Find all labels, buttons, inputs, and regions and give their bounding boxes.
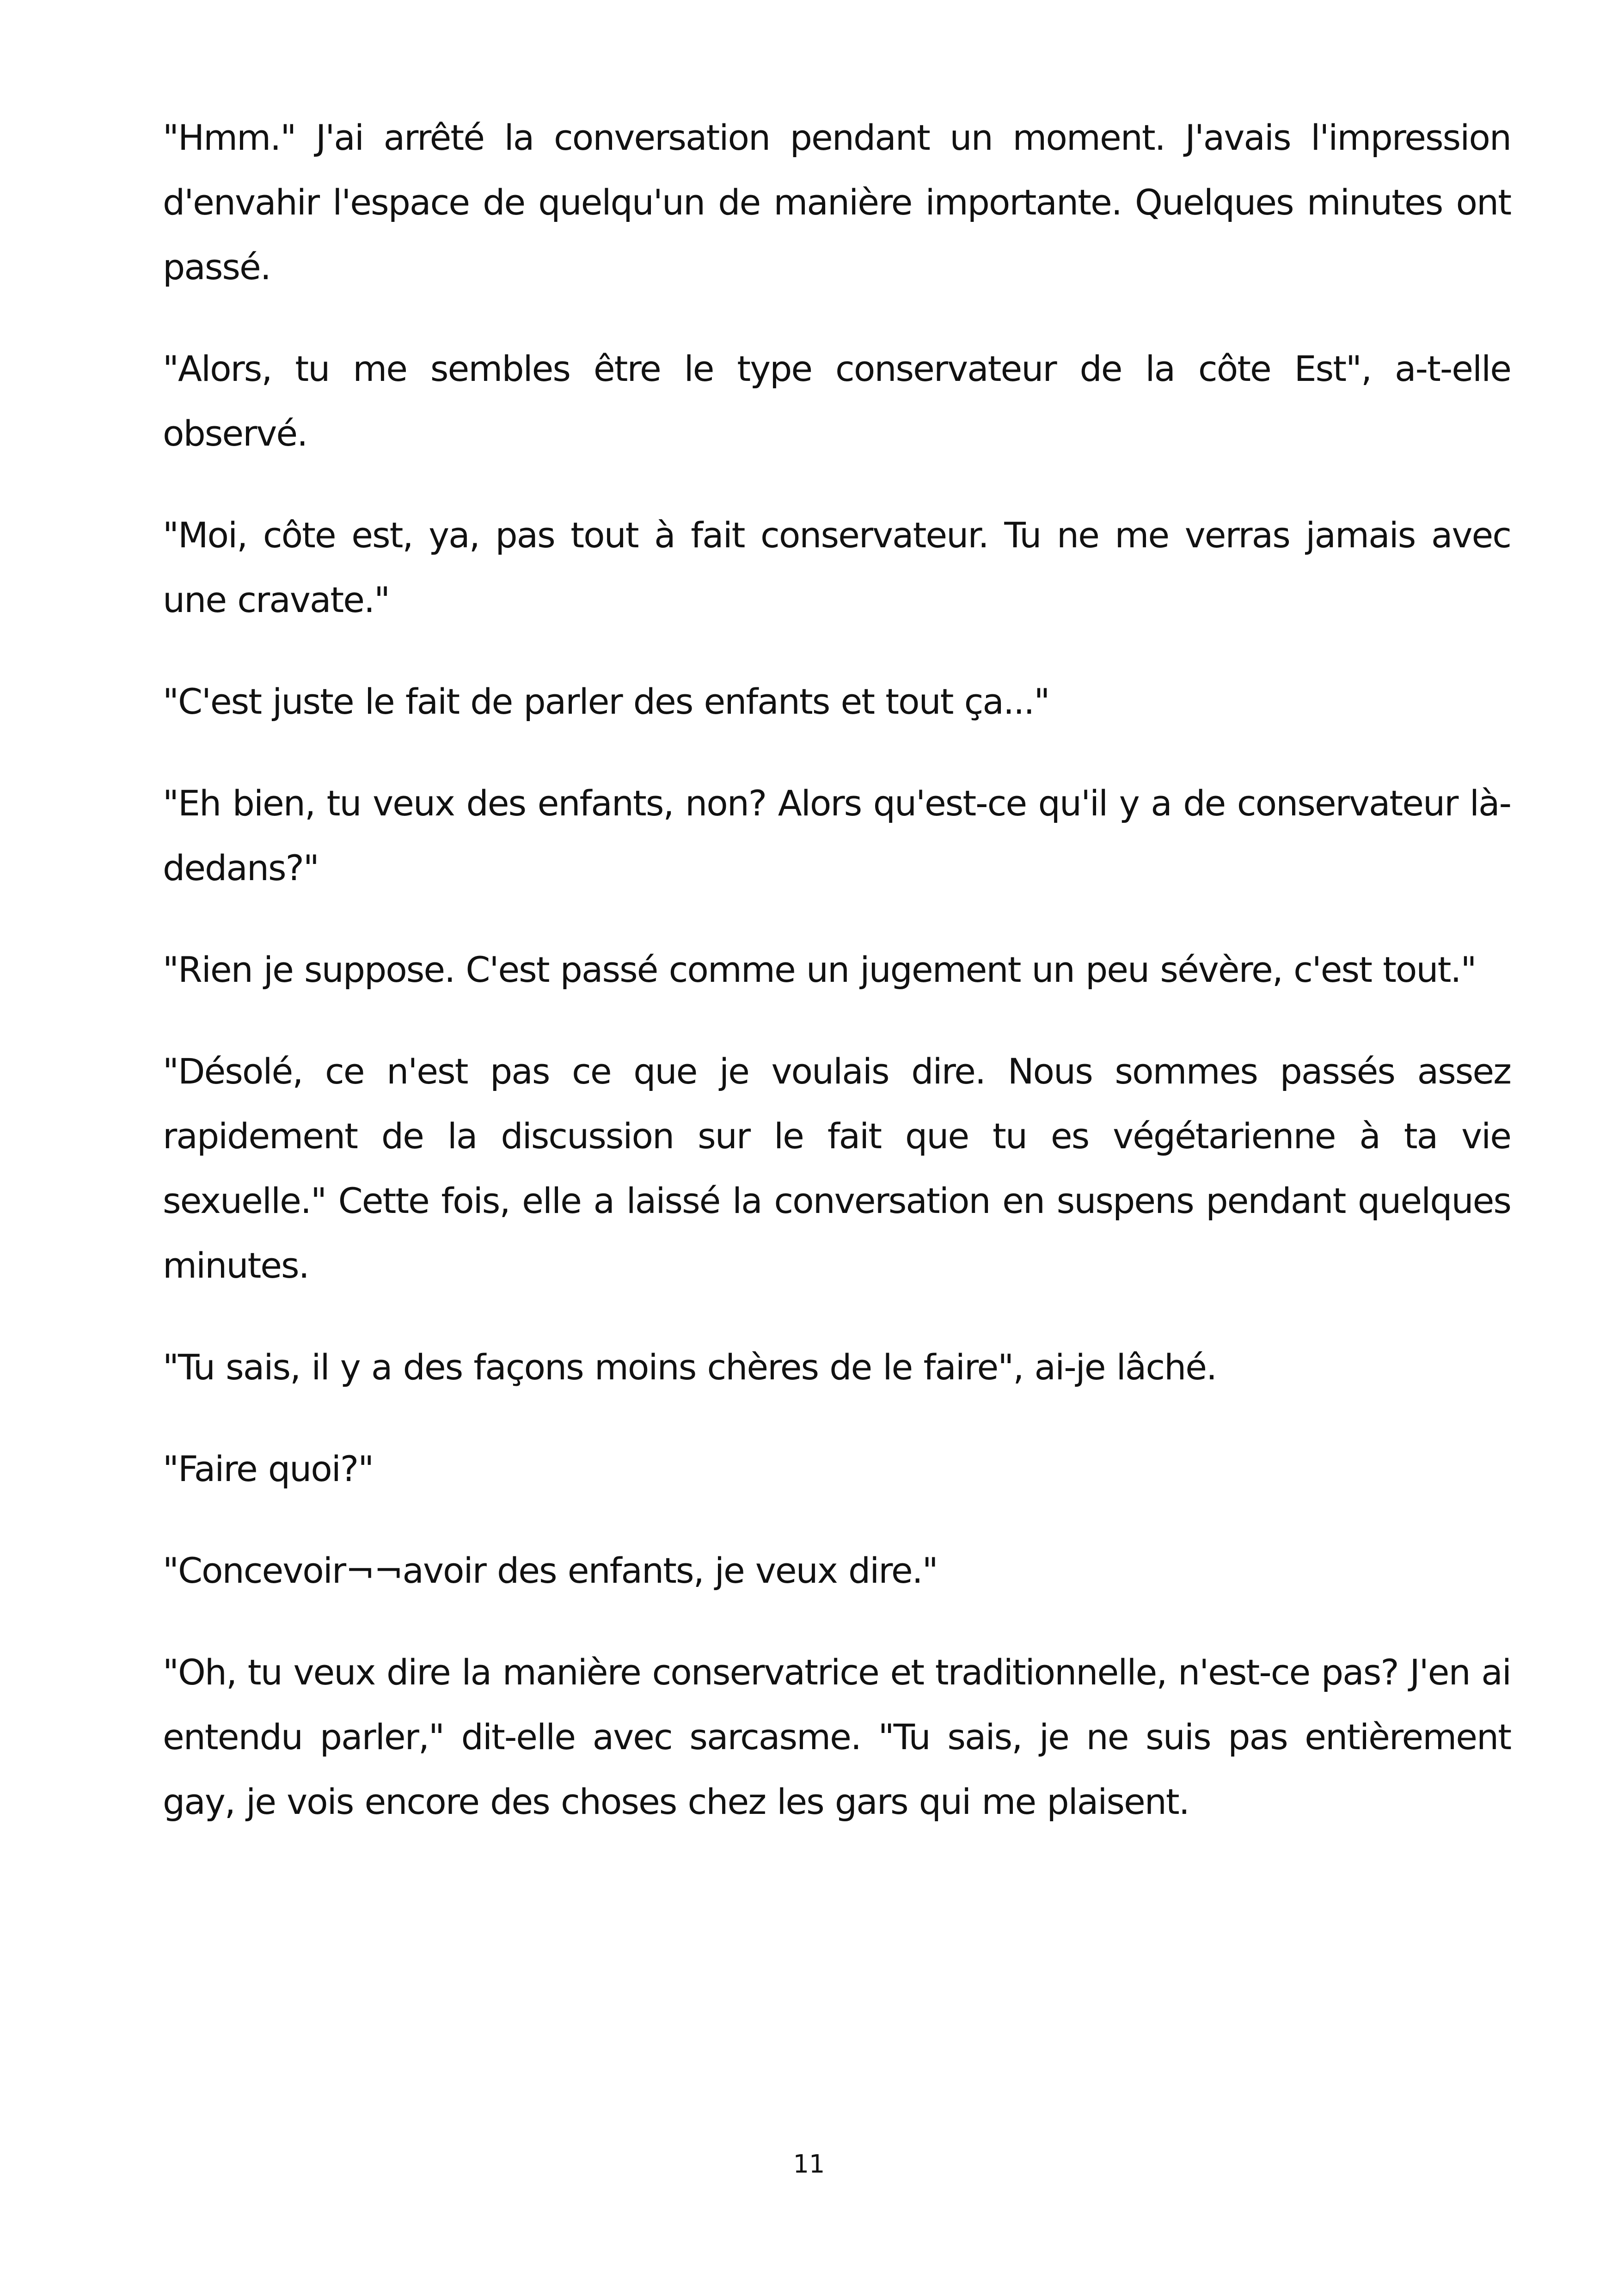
paragraph-10: "Concevoir¬¬avoir des enfants, je veux dire.": [163, 1550, 938, 1591]
paragraph-5: "Eh bien, tu veux des enfants, non? Alors qu'est-ce qu'il y a de conservateur là-dedans?": [163, 783, 1511, 888]
paragraph-2: "Alors, tu me sembles être le type conservateur de la côte Est", a-t-elle observé.: [163, 348, 1511, 454]
paragraph-9: "Faire quoi?": [163, 1448, 374, 1489]
paragraph-1: "Hmm." J'ai arrêté la conversation pendant un moment. J'avais l'impression d'envahir l'espace de quelqu'un de manière importante. Quelques minutes ont passé.: [163, 117, 1511, 288]
paragraph-3: "Moi, côte est, ya, pas tout à fait conservateur. Tu ne me verras jamais avec une cravate.": [163, 514, 1511, 620]
paragraph-4: "C'est juste le fait de parler des enfants et tout ça...": [163, 681, 1049, 722]
paragraph-11: "Oh, tu veux dire la manière conservatrice et traditionnelle, n'est-ce pas? J'en ai entendu parler," dit-elle avec sarcasme. "Tu sais, je ne suis pas entièrement gay, je vois encore des choses chez les gars qui me plaisent.: [163, 1652, 1511, 1822]
paragraph-7: "Désolé, ce n'est pas ce que je voulais dire. Nous sommes passés assez rapidement de la discussion sur le fait que tu es végétarienne à ta vie sexuelle." Cette fois, elle a laissé la conversation en suspens pendant quelques minutes.: [163, 1051, 1511, 1286]
paragraph-8: "Tu sais, il y a des façons moins chères de le faire", ai-je lâché.: [163, 1347, 1217, 1388]
page-number: 11: [793, 2149, 825, 2179]
body-text: [163, 105, 1511, 1871]
paragraph-6: "Rien je suppose. C'est passé comme un jugement un peu sévère, c'est tout.": [163, 949, 1476, 990]
